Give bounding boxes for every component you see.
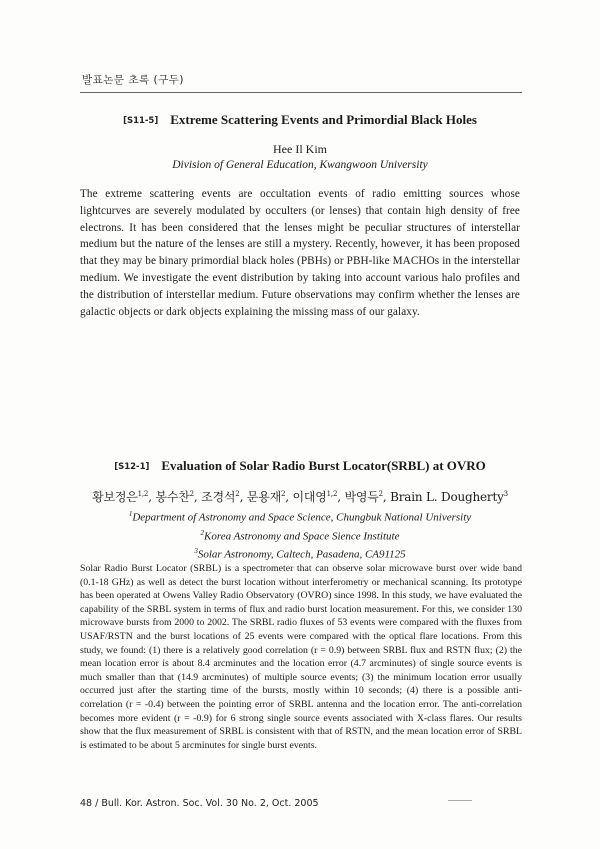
paper2-affiliation-list bbox=[80, 507, 520, 563]
author-affiliation-mark: 2 bbox=[280, 490, 286, 498]
header-divider bbox=[80, 92, 522, 93]
paper2-author-list bbox=[80, 488, 520, 505]
author-affiliation-mark: 2 bbox=[189, 490, 194, 498]
author-affiliation-mark: 2 bbox=[235, 490, 240, 498]
author-separator: , bbox=[337, 490, 345, 504]
paper1-code: [S11-5] bbox=[123, 116, 159, 126]
paper1-author: Hee Il Kim bbox=[273, 142, 327, 156]
affiliation-line bbox=[80, 507, 520, 526]
author-name: 문용재 bbox=[246, 490, 281, 504]
affiliation-line bbox=[80, 526, 520, 545]
section-header: 발표논문 초록 (구두) bbox=[82, 74, 185, 86]
paper1-affiliation: Division of General Education, Kwangwoon University bbox=[172, 159, 428, 171]
author-affiliation-mark: 1,2 bbox=[137, 490, 149, 498]
author-separator: , bbox=[193, 490, 202, 504]
affiliation-text: Korea Astronomy and Space Sience Institute bbox=[204, 530, 400, 543]
footer-mark bbox=[448, 800, 472, 801]
affiliation-text: Solar Astronomy, Caltech, Pasadena, CA91125 bbox=[197, 548, 406, 561]
author-name: 이대영 bbox=[292, 490, 327, 504]
author-separator: , bbox=[148, 490, 156, 504]
author-name: Brain L. Dougherty bbox=[390, 490, 504, 504]
author-name: 박영득 bbox=[344, 490, 379, 504]
paper2-heading bbox=[80, 458, 520, 563]
paper2-code: [S12-1] bbox=[114, 462, 150, 472]
affiliation-mark: 1 bbox=[128, 510, 133, 518]
paper2-title: Evaluation of Solar Radio Burst Locator(SRBL) at OVRO bbox=[161, 458, 486, 473]
page-footer: 48 / Bull. Kor. Astron. Soc. Vol. 30 No. 2, Oct. 2005 bbox=[80, 798, 319, 809]
affiliation-line bbox=[80, 544, 520, 563]
author-separator: , bbox=[285, 490, 293, 504]
author-affiliation-mark: 2 bbox=[378, 490, 383, 498]
author-separator: , bbox=[382, 490, 391, 504]
paper1-heading bbox=[80, 112, 520, 171]
author-name: 조경석 bbox=[201, 490, 236, 504]
author-separator: , bbox=[239, 490, 247, 504]
affiliation-mark: 3 bbox=[194, 547, 198, 556]
affiliation-text: Department of Astronomy and Space Science, Chungbuk National University bbox=[132, 511, 472, 524]
author-affiliation-mark: 3 bbox=[503, 490, 508, 498]
paper1-title: Extreme Scattering Events and Primordial Black Holes bbox=[170, 112, 477, 127]
paper2-abstract: Solar Radio Burst Locator (SRBL) is a spectrometer that can observe solar microwave burst over wide band (0.1-18 GHz) as well as detect the burst location without interferometry or mechanical scanning. Its prototype has been operated at Owens Valley Radio Observatory (OVRO) since 1998. In this study, we have evaluated the capability of the SRBL system in terms of flux and radio burst location measurement. For this, we consider 130 microwave bursts from 2000 to 2002. The SRBL radio fluxes of 53 events were compared with the fluxes from USAF/RSTN and the burst locations of 25 events were compared with the optical flare locations. From this study, we found: (1) there is a relatively good correlation (r = 0.9) between SRBL flux and RSTN flux; (2) the mean location error is about 8.4 arcminutes and the location error (4.7 arcminutes) of single source events is much smaller than that (14.9 arcminutes) of multiple source events; (3) the minimum location error usually occurred just after the starting time of the bursts, mostly within 10 seconds; (4) there is a possible anti-correlation (r = -0.4) between the pointing error of SRBL antenna and the location error. The anti-correlation becomes more evident (r = -0.9) for 6 strong single source events associated with X-class flares. Our results show that the flux measurement of SRBL is consistent with that of RSTN, and the mean location error of SRBL is estimated to be about 5 arcminutes for single burst events. bbox=[80, 563, 522, 751]
paper2-title-line bbox=[80, 458, 520, 474]
author-name: 봉수찬 bbox=[155, 490, 190, 504]
author-affiliation-mark: 1,2 bbox=[326, 490, 338, 498]
author-name: 황보정은 bbox=[92, 490, 138, 504]
paper1-title-line bbox=[80, 112, 520, 128]
affiliation-mark: 2 bbox=[200, 528, 205, 537]
paper1-abstract: The extreme scattering events are occultation events of radio emitting sources whose lightcurves are severely modulated by occulters (or lenses) that contain high density of free electrons. It has been considered that the lenses might be peculiar structures of interstellar medium but the nature of the lenses are still a mystery. Recently, however, it has been proposed that they may be binary primordial black holes (PBHs) or PBH-like MACHOs in the interstellar medium. We investigate the event distribution by taking into account various halo profiles and the distribution of interstellar medium. Future observations may confirm whether the lenses are galactic objects or dark objects explaining the missing mass of our galaxy. bbox=[80, 188, 520, 318]
